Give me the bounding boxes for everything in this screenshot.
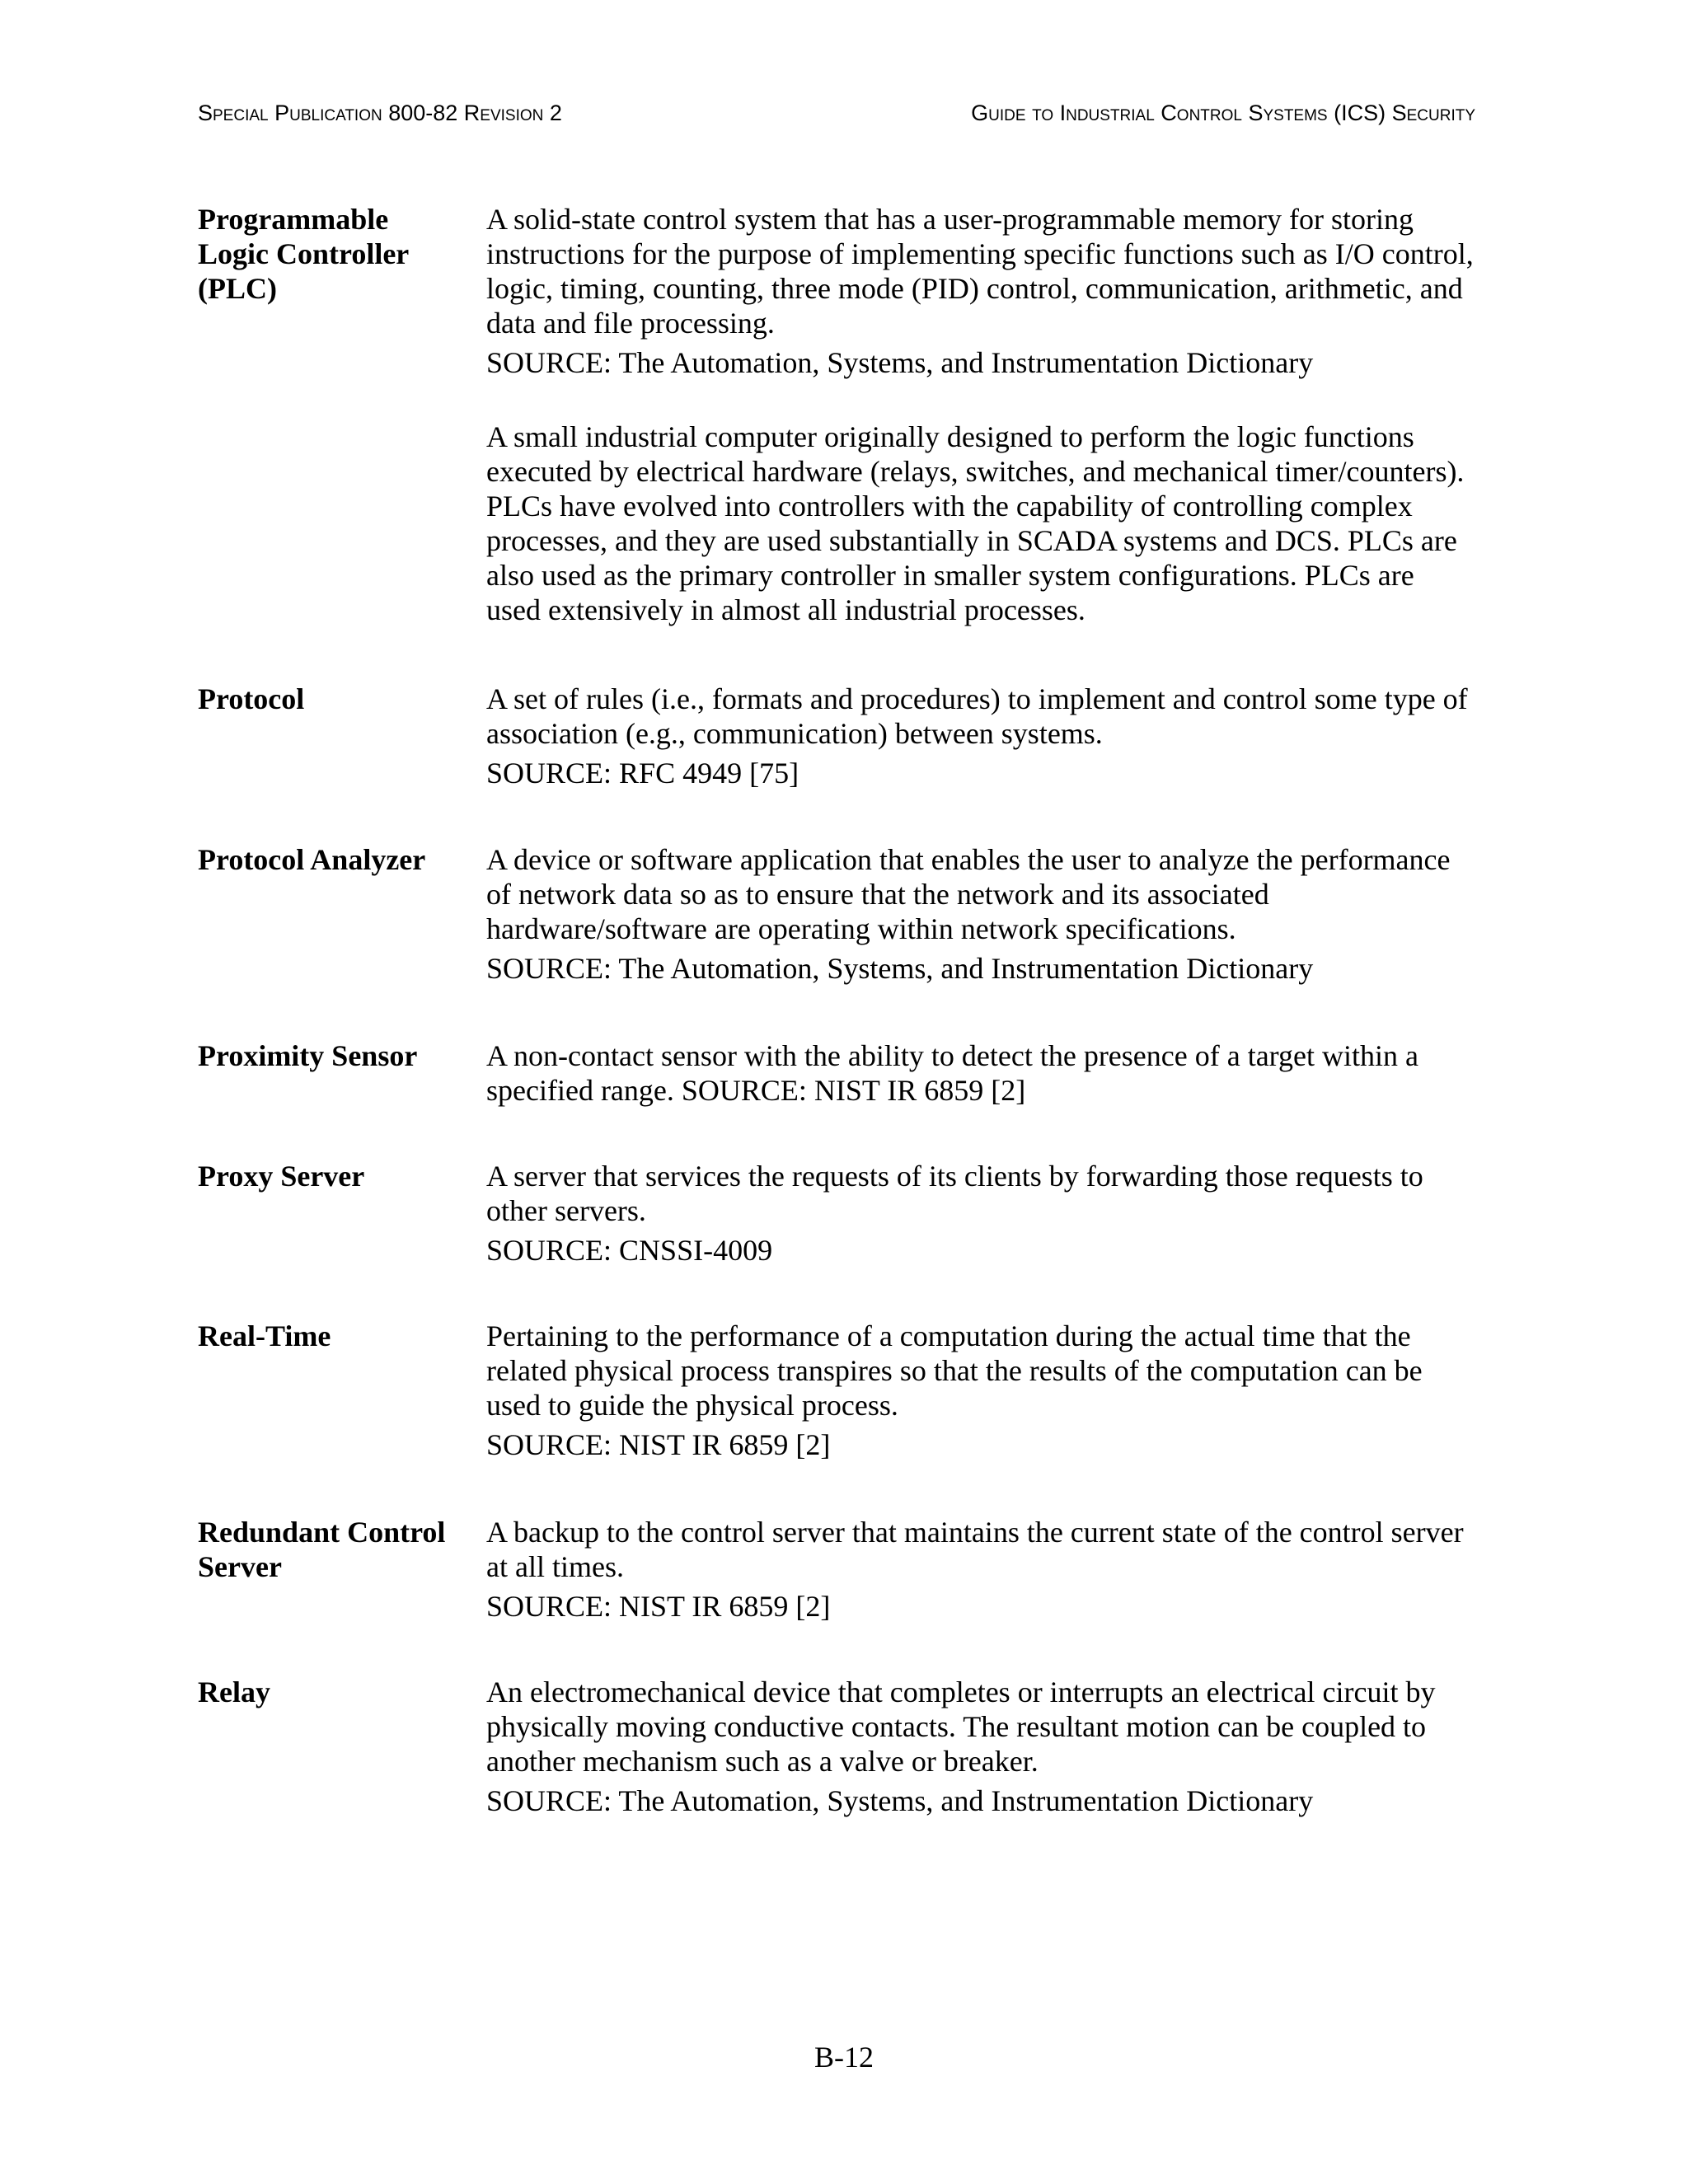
definition-line: logic, timing, counting, three mode (PID) control, communication, arithmetic, and: [486, 272, 1463, 305]
definition-source: SOURCE: The Automation, Systems, and Instrumentation Dictionary: [486, 1784, 1314, 1817]
definition-line: A small industrial computer originally designed to perform the logic functions: [486, 420, 1414, 453]
term-line: Redundant Control: [198, 1516, 446, 1549]
definition-source: SOURCE: The Automation, Systems, and Instrumentation Dictionary: [486, 346, 1314, 379]
term-line: Relay: [198, 1675, 270, 1708]
definition-line: A solid-state control system that has a user-programmable memory for storing: [486, 203, 1414, 236]
page-number: B-12: [814, 2041, 874, 2074]
glossary-definition: [486, 202, 1688, 627]
glossary-definition: [486, 1515, 1688, 1624]
definition-line: association (e.g., communication) between systems.: [486, 717, 1103, 750]
definition-line: related physical process transpires so that the results of the computation can be: [486, 1354, 1423, 1387]
definition-line: other servers.: [486, 1194, 646, 1227]
definition-line: Pertaining to the performance of a computation during the actual time that the: [486, 1319, 1411, 1352]
term-line: Server: [198, 1550, 282, 1583]
definition-line: An electromechanical device that completes or interrupts an electrical circuit by: [486, 1675, 1436, 1708]
definition-line: physically moving conductive contacts. The resultant motion can be coupled to: [486, 1710, 1427, 1743]
glossary-term: [198, 1038, 470, 1073]
term-line: Programmable: [198, 203, 389, 236]
glossary-term: [198, 1319, 470, 1353]
header-title: Guide to Industrial Control Systems (ICS) Security: [971, 101, 1475, 125]
definition-line: A backup to the control server that maintains the current state of the control server: [486, 1516, 1464, 1549]
definition-line: A non-contact sensor with the ability to detect the presence of a target within a: [486, 1039, 1418, 1072]
glossary-term: [198, 202, 470, 306]
definition-line: also used as the primary controller in smaller system configurations. PLCs are: [486, 559, 1414, 592]
definition-line: A server that services the requests of its clients by forwarding those requests to: [486, 1160, 1423, 1193]
definition-source: SOURCE: CNSSI-4009: [486, 1234, 773, 1267]
definition-line: specified range. SOURCE: NIST IR 6859 [2]: [486, 1074, 1026, 1107]
definition-line: A device or software application that enables the user to analyze the performance: [486, 843, 1451, 876]
term-line: Real-Time: [198, 1319, 331, 1352]
definition-line: at all times.: [486, 1550, 624, 1583]
definition-line: instructions for the purpose of implementing specific functions such as I/O control,: [486, 237, 1474, 270]
definition-line: processes, and they are used substantially in SCADA systems and DCS. PLCs are: [486, 524, 1457, 557]
term-line: Protocol: [198, 682, 305, 715]
header-publication: Special Publication 800-82 Revision 2: [198, 101, 562, 125]
glossary-term: [198, 842, 470, 877]
glossary-definition: [486, 842, 1688, 986]
definition-source: SOURCE: NIST IR 6859 [2]: [486, 1590, 831, 1623]
term-line: Protocol Analyzer: [198, 843, 426, 876]
definition-line: of network data so as to ensure that the network and its associated: [486, 878, 1269, 911]
definition-line: PLCs have evolved into controllers with the capability of controlling complex: [486, 490, 1413, 523]
term-line: Proxy Server: [198, 1160, 365, 1193]
definition-line: used to guide the physical process.: [486, 1389, 898, 1422]
glossary-term: [198, 1675, 470, 1709]
glossary-term: [198, 1159, 470, 1193]
glossary-definition: [486, 682, 1688, 790]
definition-line: hardware/software are operating within network specifications.: [486, 912, 1236, 945]
glossary-term: [198, 1515, 470, 1584]
definition-source: SOURCE: NIST IR 6859 [2]: [486, 1428, 831, 1461]
definition-second-paragraph: [486, 419, 1688, 627]
glossary-term: [198, 682, 470, 716]
glossary-definition: [486, 1319, 1688, 1462]
term-line: (PLC): [198, 272, 277, 305]
glossary-definition: [486, 1675, 1688, 1818]
definition-line: data and file processing.: [486, 307, 775, 340]
term-line: Logic Controller: [198, 237, 410, 270]
definition-line: executed by electrical hardware (relays, switches, and mechanical timer/counters).: [486, 455, 1465, 488]
definition-source: SOURCE: The Automation, Systems, and Instrumentation Dictionary: [486, 952, 1314, 985]
definition-line: A set of rules (i.e., formats and procedures) to implement and control some type of: [486, 682, 1468, 715]
definition-source: SOURCE: RFC 4949 [75]: [486, 757, 799, 790]
definition-line: another mechanism such as a valve or breaker.: [486, 1745, 1039, 1778]
term-line: Proximity Sensor: [198, 1039, 418, 1072]
glossary-definition: [486, 1038, 1688, 1108]
definition-line: used extensively in almost all industrial processes.: [486, 593, 1085, 626]
glossary-definition: [486, 1159, 1688, 1268]
